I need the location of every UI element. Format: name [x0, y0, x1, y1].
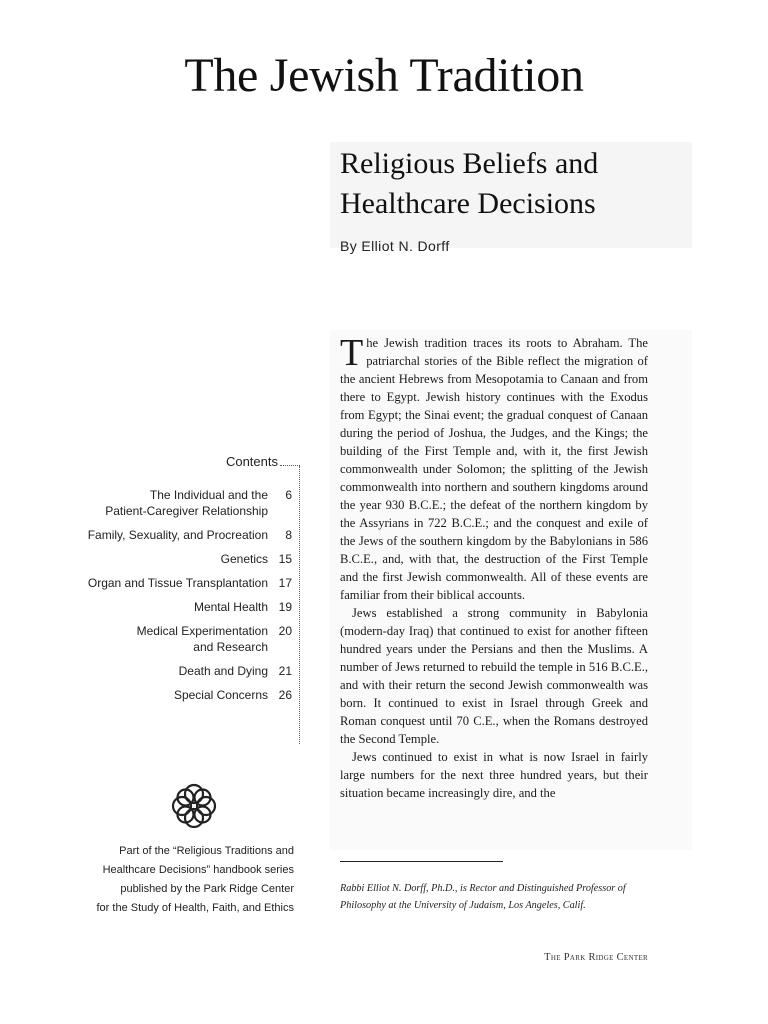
page-footer: The Park Ridge Center	[544, 952, 648, 963]
series-note-line: published by the Park Ridge Center	[120, 883, 294, 895]
paragraph-text: he Jewish tradition traces its roots to Abraham. The patriarchal stories of the Bible reflect the migration of the ancient Hebrews from Mesopotamia to Canaan and from there to Egypt. Jewish history continues with the Exodus from Egypt; the Sinai event; the gradual conquest of Canaan during the period of Joshua, the Judges, and the Kings; the building of the First Temple and, with it, the first Jewish commonwealth under Solomon; the splitting of the Jewish commonwealth into northern and southern kingdoms around the year 930 B.C.E.; the defeat of the northern kingdom by the Assyrians in 722 B.C.E.; and the conquest and exile of the Jews of the southern kingdom by the Babylonians in 586 B.C.E., and, with that, the destruction of the First Temple and the first Jewish commonwealth. All of these events are familiar from their biblical accounts.	[340, 336, 648, 602]
subtitle-line: Healthcare Decisions	[340, 187, 596, 220]
series-note	[60, 842, 294, 918]
toc-item[interactable]	[60, 663, 292, 679]
toc-item-label: The Individual and the Patient-Caregiver Relationship	[105, 488, 268, 518]
page-title: The Jewish Tradition	[184, 49, 584, 102]
body-text	[340, 334, 648, 802]
table-of-contents	[60, 487, 292, 711]
contents-heading-label: Contents	[225, 454, 278, 469]
toc-item-label: Genetics	[220, 552, 268, 566]
toc-item-page: 21	[278, 664, 292, 678]
author-byline: By Elliot N. Dorff	[340, 238, 450, 254]
toc-item[interactable]	[60, 599, 292, 615]
toc-item-page: 15	[278, 552, 292, 566]
toc-item-page: 17	[278, 576, 292, 590]
toc-item-page: 26	[278, 688, 292, 702]
footnote-divider	[340, 861, 503, 862]
interlaced-rosette-icon	[168, 780, 220, 832]
toc-item[interactable]	[60, 575, 292, 591]
toc-item[interactable]	[60, 527, 292, 543]
toc-item-page: 8	[285, 528, 292, 542]
contents-leader-dots	[280, 465, 300, 466]
rosette-logo-graphic	[168, 780, 220, 832]
toc-item[interactable]	[60, 487, 292, 519]
toc-item-label: Death and Dying	[178, 664, 268, 678]
subtitle	[340, 144, 680, 224]
contents-divider	[299, 466, 300, 744]
toc-item-page: 6	[285, 488, 292, 502]
series-note-line: for the Study of Health, Faith, and Ethics	[96, 902, 294, 914]
series-note-line: Healthcare Decisions” handbook series	[102, 864, 294, 876]
toc-item-page: 19	[278, 600, 292, 614]
toc-item[interactable]	[60, 687, 292, 703]
body-paragraph: Jews established a strong community in Babylonia (modern-day Iraq) that continued to exist for another fifteen hundred years under the Persians and then the Muslims. A number of Jews returned to rebuild the temple in 516 B.C.E., and with their return the second Jewish commonwealth was born. It continued to exist in Israel through Greek and Roman conquest until 70 C.E., when the Romans destroyed the Second Temple.	[340, 606, 648, 746]
author-footnote: Rabbi Elliot N. Dorff, Ph.D., is Rector and Distinguished Professor of Philosophy at the University of Judaism, Los Angeles, Calif.	[340, 883, 626, 911]
body-paragraph	[340, 334, 648, 604]
toc-item-label: Family, Sexuality, and Procreation	[87, 528, 268, 542]
toc-item-label: Special Concerns	[173, 688, 268, 702]
toc-item[interactable]	[60, 551, 292, 567]
subtitle-line: Religious Beliefs and	[340, 147, 599, 180]
drop-cap: T	[340, 332, 364, 374]
toc-item-page: 20	[278, 624, 292, 638]
toc-item-label: Mental Health	[193, 600, 268, 614]
toc-item-label: Medical Experimentation and Research	[136, 624, 268, 654]
contents-heading	[200, 454, 300, 469]
toc-item-label: Organ and Tissue Transplantation	[87, 576, 268, 590]
body-paragraph: Jews continued to exist in what is now Israel in fairly large numbers for the next three hundred years, but their situation became increasingly dire, and the	[340, 750, 648, 800]
toc-item[interactable]	[60, 623, 292, 655]
series-note-line: Part of the “Religious Traditions and	[119, 845, 294, 857]
